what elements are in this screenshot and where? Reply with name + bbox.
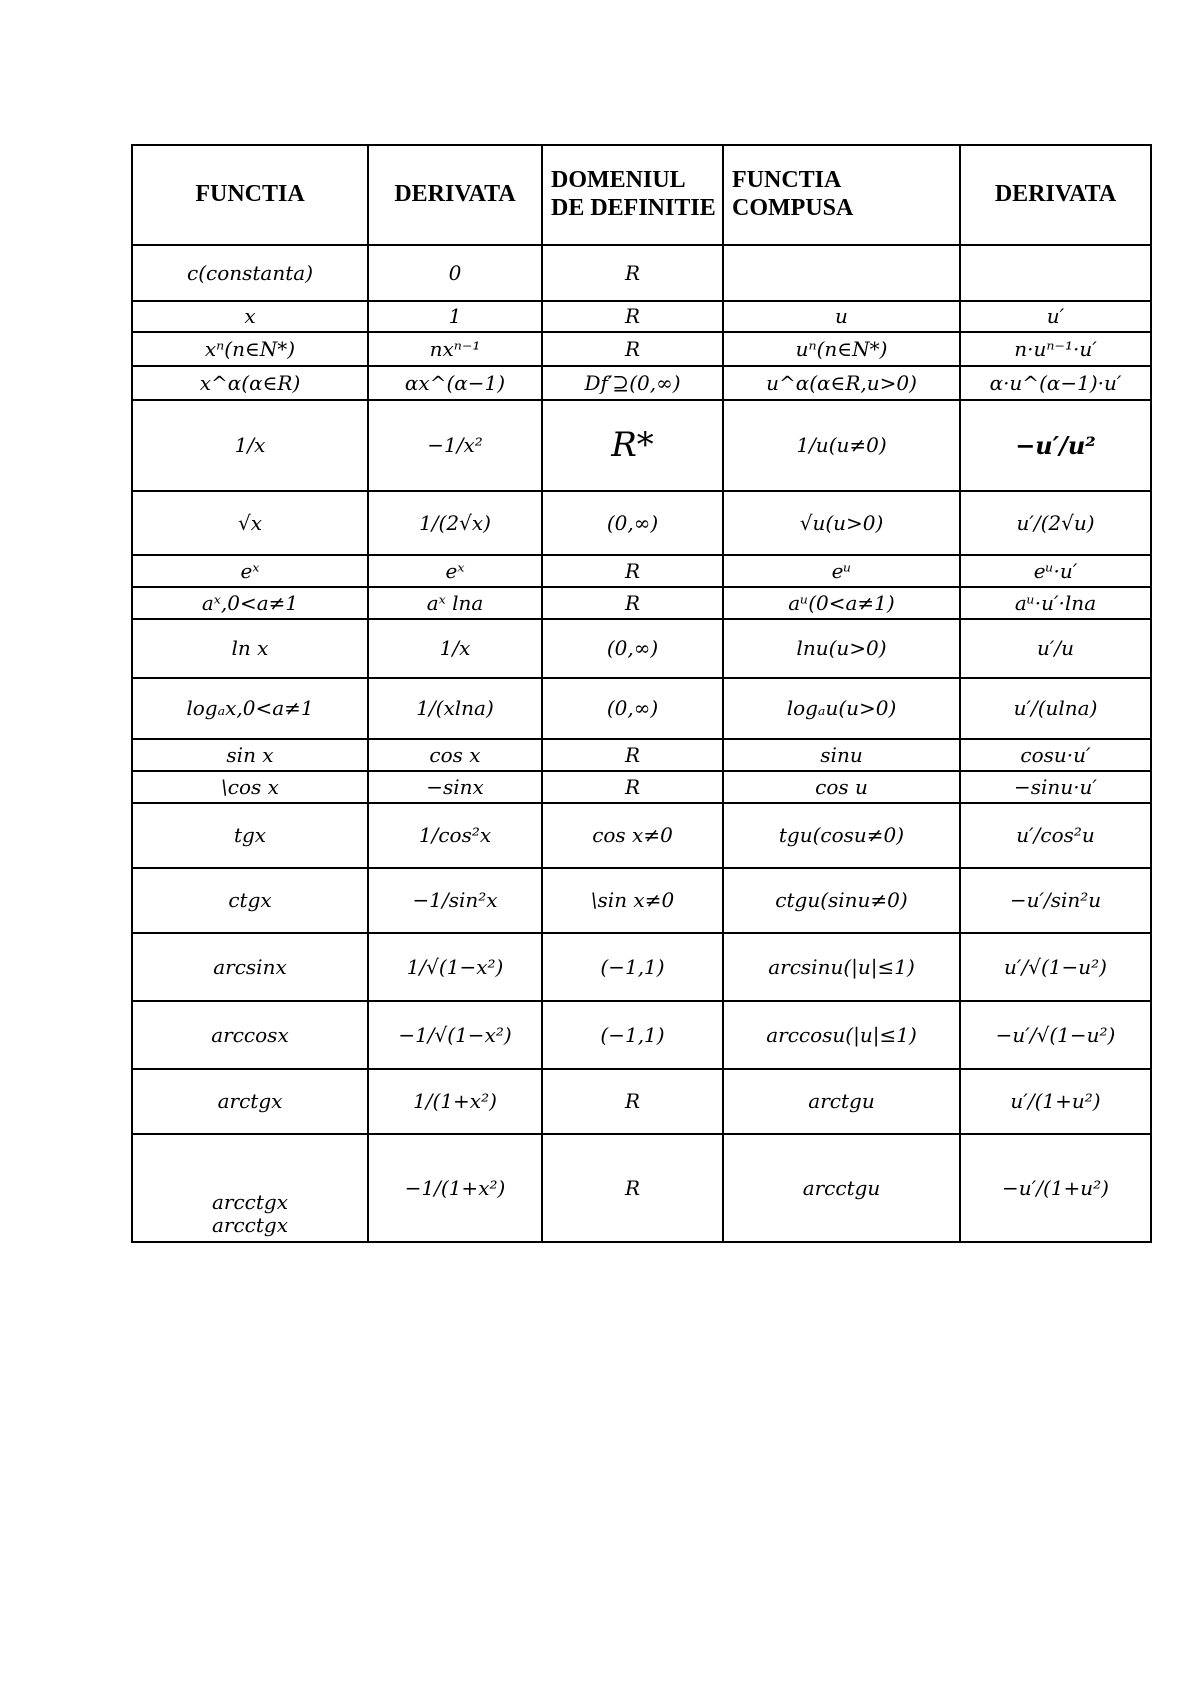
composite-derivative-cell: cosu·u′ <box>1020 742 1091 767</box>
composite-function-cell: tgu(cosu≠0) <box>778 823 905 847</box>
table-row <box>132 245 1151 301</box>
function-cell: sin x <box>226 742 274 767</box>
domain-cell: R <box>624 1175 641 1200</box>
domain-cell: Df′⊇(0,∞) <box>584 370 681 395</box>
derivative-cell: −1/√(1−x²) <box>398 1022 512 1047</box>
domain-cell: R <box>624 260 641 285</box>
header-derivata-compusa: DERIVATA <box>960 145 1151 245</box>
function-cell: x^α(α∈R) <box>199 370 301 395</box>
domain-cell: (−1,1) <box>600 1022 665 1047</box>
composite-derivative-cell: aᵘ·u′·lna <box>1014 590 1097 615</box>
table-row <box>132 366 1151 400</box>
header-row <box>132 145 1151 245</box>
composite-function-cell: arcsinu(|u|≤1) <box>768 954 915 979</box>
table-row <box>132 555 1151 587</box>
function-cell: aˣ,0<a≠1 <box>201 590 299 615</box>
composite-derivative-cell: n·uⁿ⁻¹·u′ <box>1014 336 1097 361</box>
table-row <box>132 400 1151 491</box>
table-row <box>132 1069 1151 1134</box>
composite-derivative-cell: −u′/u² <box>1015 430 1096 460</box>
table-row <box>132 739 1151 771</box>
domain-cell: (−1,1) <box>600 954 665 979</box>
domain-cell: \sin x≠0 <box>590 888 675 912</box>
function-cell: \cos x <box>221 774 279 799</box>
composite-function-cell: uⁿ(n∈N*) <box>795 336 888 361</box>
derivative-cell: 1/(2√x) <box>419 510 491 535</box>
table-row <box>132 771 1151 803</box>
function-cell: ctgx <box>228 888 272 912</box>
derivative-cell: 0 <box>448 260 462 285</box>
table-row <box>132 933 1151 1001</box>
derivative-cell: 1/cos²x <box>418 823 492 847</box>
composite-derivative-cell: u′/√(1−u²) <box>1004 954 1107 979</box>
domain-cell: R <box>624 336 641 361</box>
domain-cell: R <box>624 304 641 328</box>
function-cell: arcsinx <box>213 954 287 979</box>
function-cell: xⁿ(n∈N*) <box>204 336 296 361</box>
composite-function-cell: aᵘ(0<a≠1) <box>788 590 895 615</box>
derivative-cell: 1/(1+x²) <box>413 1089 497 1113</box>
composite-derivative-cell: −u′/(1+u²) <box>1002 1175 1109 1200</box>
derivative-cell: cos x <box>429 742 481 767</box>
domain-cell: R <box>624 558 641 583</box>
composite-function-cell: logₐu(u>0) <box>786 696 897 720</box>
composite-function-cell: arctgu <box>808 1089 875 1113</box>
composite-derivative-cell: eᵘ·u′ <box>1033 558 1078 583</box>
domain-cell: (0,∞) <box>606 696 659 720</box>
composite-derivative-cell: u′/u <box>1036 636 1075 660</box>
domain-cell: (0,∞) <box>606 636 659 660</box>
derivative-cell: 1/(xlna) <box>416 696 494 720</box>
derivative-cell: −1/(1+x²) <box>404 1175 506 1200</box>
domain-cell: R <box>624 742 641 767</box>
derivative-cell: −1/x² <box>427 433 483 457</box>
composite-function-cell: eᵘ <box>831 558 852 583</box>
domain-cell: R <box>624 590 641 615</box>
function-cell: logₐx,0<a≠1 <box>186 696 314 720</box>
function-cell: tgx <box>233 823 267 847</box>
composite-derivative-cell: −u′/√(1−u²) <box>995 1022 1116 1047</box>
table-row <box>132 619 1151 678</box>
function-cell: arccosx <box>211 1022 289 1047</box>
header-derivata: DERIVATA <box>368 145 542 245</box>
table-row <box>132 587 1151 619</box>
derivatives-table <box>131 144 1152 1243</box>
composite-derivative-cell: α·u^(α−1)·u′ <box>989 370 1122 395</box>
composite-function-cell: ctgu(sinu≠0) <box>775 888 908 912</box>
table-row <box>132 803 1151 868</box>
composite-function-cell: u^α(α∈R,u>0) <box>766 370 917 395</box>
composite-derivative-cell: −u′/sin²u <box>1009 888 1102 912</box>
composite-derivative-cell: u′/cos²u <box>1016 823 1095 847</box>
domain-cell: cos x≠0 <box>592 823 673 847</box>
function-cell: arcctgx <box>211 1190 288 1214</box>
derivative-cell: −1/sin²x <box>412 888 498 912</box>
header-functia-compusa: FUNCTIA COMPUSA <box>723 145 960 245</box>
composite-derivative-cell: u′/(1+u²) <box>1010 1089 1101 1113</box>
domain-cell: R <box>624 774 641 799</box>
derivative-cell: nxⁿ⁻¹ <box>429 336 481 361</box>
composite-derivative-cell: u′/(ulna) <box>1013 696 1098 720</box>
composite-function-cell: arccosu(|u|≤1) <box>766 1022 917 1047</box>
composite-function-cell: sinu <box>820 742 863 767</box>
function-cell: c(constanta) <box>187 260 313 285</box>
composite-function-cell: 1/u(u≠0) <box>796 433 887 457</box>
table-row <box>132 301 1151 332</box>
function-cell: 1/x <box>234 433 266 457</box>
composite-function-cell: √u(u>0) <box>799 510 884 535</box>
function-cell: ln x <box>231 636 269 660</box>
composite-derivative-cell: u′/(2√u) <box>1016 510 1095 535</box>
function-cell: x <box>244 304 256 328</box>
composite-function-cell: cos u <box>815 774 868 799</box>
table-row <box>132 1001 1151 1069</box>
function-cell: arctgx <box>217 1089 283 1113</box>
derivative-cell: 1/√(1−x²) <box>406 954 504 979</box>
derivative-cell: eˣ <box>445 558 465 583</box>
domain-cell: R* <box>611 424 654 465</box>
derivative-cell: −sinx <box>426 774 484 799</box>
derivative-cell: 1/x <box>439 636 471 660</box>
domain-cell: R <box>624 1089 641 1113</box>
domain-cell: (0,∞) <box>606 510 659 535</box>
derivative-cell: 1 <box>448 304 462 328</box>
function-cell: eˣ <box>240 558 260 583</box>
function-cell-repeat: arcctgx <box>211 1213 288 1237</box>
composite-derivative-cell: −sinu·u′ <box>1014 774 1097 799</box>
header-domeniul: DOMENIUL DE DEFINITIE <box>542 145 723 245</box>
composite-function-cell: u <box>835 304 848 328</box>
table-row <box>132 1134 1151 1242</box>
table-row <box>132 868 1151 933</box>
derivative-cell: aˣ lna <box>426 590 484 615</box>
composite-derivative-cell: u′ <box>1046 304 1065 328</box>
composite-function-cell: arcctgu <box>802 1175 881 1200</box>
composite-function-cell: lnu(u>0) <box>796 636 887 660</box>
header-functia: FUNCTIA <box>132 145 368 245</box>
table-row <box>132 491 1151 555</box>
function-cell: √x <box>237 510 263 535</box>
derivative-cell: αx^(α−1) <box>404 370 506 395</box>
table-row <box>132 678 1151 739</box>
table-row <box>132 332 1151 366</box>
